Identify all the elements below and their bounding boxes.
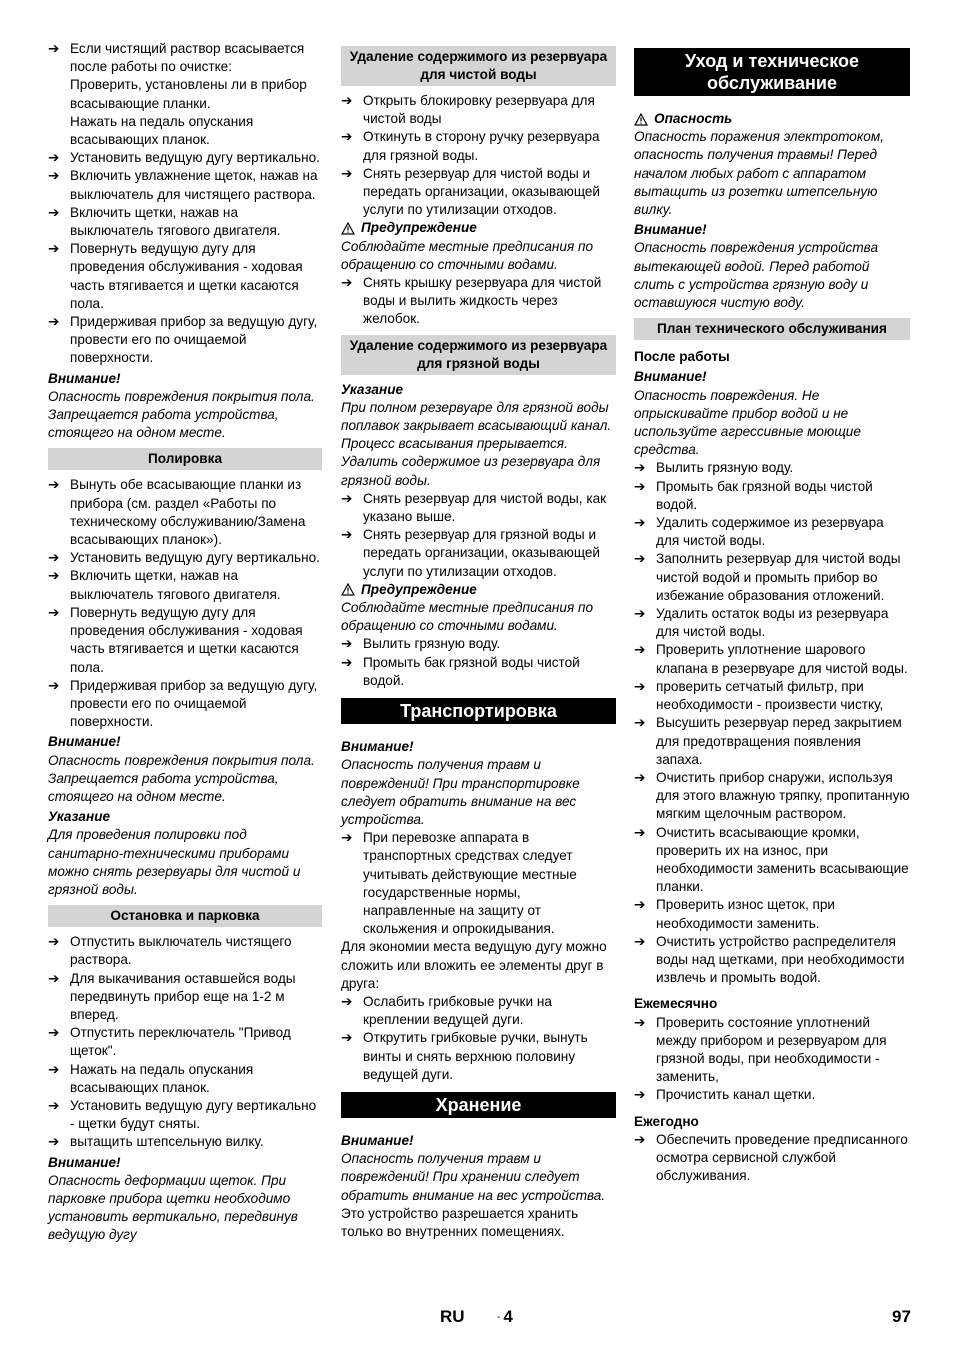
arrow-bullet-icon: ➔	[48, 1097, 60, 1113]
warning-heading	[341, 219, 616, 237]
chapter-heading: Хранение	[341, 1092, 616, 1118]
arrow-bullet-icon: ➔	[48, 1061, 60, 1077]
bullet-text: Снять резервуар для грязной воды и передать организации, оказывающей услуги по утилизации отходов.	[363, 527, 601, 579]
bullet-text: Повернуть ведущую дугу для проведения обслуживания - ходовая часть втягивается и щетки касаются пола.	[70, 241, 303, 311]
bullet-item	[48, 40, 322, 76]
arrow-bullet-icon: ➔	[341, 93, 353, 108]
arrow-bullet-icon: ➔	[634, 460, 646, 476]
bullet-item	[634, 1131, 910, 1186]
warning-label: Предупреждение	[361, 220, 477, 236]
bullet-item	[634, 714, 910, 769]
bullet-text: Откинуть в сторону ручку резервуара для грязной воды.	[363, 129, 600, 163]
italic-note: Опасность поражения электротоком, опасность получения травмы! Перед началом любых работ с аппаратом вытащить из розетки штепсельную вилку.	[634, 129, 884, 218]
italic-note: Опасность деформации щеток. При парковке прибора щетки необходимо установить вертикально, передвинув ведущую дугу	[48, 1172, 298, 1243]
bullet-item	[341, 490, 616, 526]
arrow-bullet-icon: ➔	[48, 1134, 60, 1150]
bullet-item	[48, 313, 322, 368]
arrow-bullet-icon: ➔	[48, 970, 60, 986]
bullet-text: Установить ведущую дугу вертикально - щетки будут сняты.	[70, 1097, 317, 1132]
section-page	[497, 1307, 513, 1327]
arrow-bullet-icon: ➔	[48, 568, 60, 584]
italic-note: Опасность повреждения покрытия пола. Запрещается работа устройства, стоящего на одном месте.	[48, 752, 315, 804]
arrow-bullet-icon: ➔	[341, 993, 353, 1009]
bullet-text: Удалить содержимое из резервуара для чистой воды.	[656, 515, 884, 549]
bullet-text: Проверить уплотнение шарового клапана в резервуаре для чистой воды.	[656, 642, 908, 676]
bullet-text: Нажать на педаль опускания всасывающих планок.	[70, 1061, 254, 1095]
bullet-item	[341, 92, 616, 128]
bullet-item	[48, 970, 322, 1025]
subheading: Ежемесячно	[634, 996, 718, 1012]
arrow-bullet-icon: ➔	[48, 168, 60, 184]
bullet-text: Очистить всасывающие кромки, проверить их на износ, при необходимости заменить всасывающие планки.	[656, 824, 909, 895]
bullet-text: Снять крышку резервуара для чистой воды и вылить жидкость через желобок.	[363, 275, 602, 327]
italic-note: Опасность повреждения покрытия пола. Запрещается работа устройства, стоящего на одном месте.	[48, 388, 315, 441]
note-heading: Внимание!	[341, 1132, 414, 1148]
bullet-text: Открутить грибковые ручки, вынуть винты и снять верхнюю половину ведущей дуги.	[363, 1030, 588, 1082]
arrow-bullet-icon: ➔	[48, 150, 60, 166]
bullet-text: Вылить грязную воду.	[363, 636, 501, 652]
bullet-item	[341, 635, 616, 653]
section-heading: Остановка и парковка	[48, 905, 322, 927]
arrow-bullet-icon: ➔	[341, 490, 353, 506]
bullet-item	[634, 550, 910, 605]
bullet-item	[634, 933, 910, 988]
arrow-bullet-icon: ➔	[634, 515, 646, 531]
bullet-text: Открыть блокировку резервуара для чистой воды	[363, 93, 595, 127]
bullet-text: проверить сетчатый фильтр, при необходимости - произвести чистку,	[656, 678, 884, 713]
bullet-text: Установить ведущую дугу вертикально.	[70, 550, 320, 566]
arrow-bullet-icon: ➔	[341, 654, 353, 670]
arrow-bullet-icon: ➔	[341, 275, 353, 291]
bullet-text: Ослабить грибковые ручки на креплении ведущей дуги.	[363, 993, 552, 1028]
bullet-text: Придерживая прибор за ведущую дугу, провести его по очищаемой поверхности.	[70, 677, 318, 730]
italic-note: Опасность повреждения устройства вытекающей водой. Перед работой слить с устройства грязную воду и оставшуюся чистую воду.	[634, 240, 879, 311]
paragraph: Это устройство разрешается хранить только во внутренних помещениях.	[341, 1205, 579, 1239]
bullet-item	[341, 128, 616, 164]
bullet-item	[48, 549, 322, 567]
bullet-item	[48, 677, 322, 732]
bullet-item	[48, 567, 322, 603]
paragraph: Для экономии места ведущую дугу можно сложить или вложить ее элементы друг в друга:	[341, 939, 607, 991]
arrow-bullet-icon: ➔	[341, 129, 353, 145]
section-heading: План технического обслуживания	[634, 318, 910, 340]
italic-note: Соблюдайте местные предписания по обращению со сточными водами.	[341, 238, 594, 272]
bullet-text: Повернуть ведущую дугу для проведения обслуживания - ходовая часть втягивается и щетки касаются пола.	[70, 604, 303, 675]
arrow-bullet-icon: ➔	[634, 478, 646, 494]
arrow-bullet-icon: ➔	[634, 1014, 646, 1030]
bullet-text: Включить щетки, нажав на выключатель тягового двигателя.	[70, 204, 281, 239]
warning-heading	[341, 581, 616, 599]
bullet-text: вытащить штепсельную вилку.	[70, 1134, 264, 1150]
chapter-heading: Транспортировка	[341, 698, 616, 724]
column-right	[634, 40, 910, 1185]
bullet-item	[341, 829, 616, 938]
bullet-item	[48, 1133, 322, 1151]
arrow-bullet-icon: ➔	[48, 204, 60, 220]
note-heading: Внимание!	[634, 369, 707, 385]
section-page-number: 4	[503, 1307, 513, 1326]
section-heading: Полировка	[48, 448, 322, 470]
bullet-text: Снять резервуар для чистой воды и передать организации, оказывающей услуги по утилизации отходов.	[363, 165, 601, 218]
bullet-item	[341, 1029, 616, 1084]
column-middle	[341, 40, 616, 1241]
bullet-text: Включить увлажнение щеток, нажав на выключатель для чистящего раствора.	[70, 168, 318, 202]
bullet-text: Удалить остаток воды из резервуара для чистой воды.	[656, 606, 889, 640]
note-heading: Внимание!	[48, 734, 121, 750]
arrow-bullet-icon: ➔	[48, 41, 60, 56]
subheading: После работы	[634, 349, 730, 365]
arrow-bullet-icon: ➔	[634, 551, 646, 567]
bullet-text: Отпустить переключатель "Привод щеток".	[70, 1025, 291, 1059]
bullet-item	[634, 678, 910, 714]
bullet-item	[341, 165, 616, 220]
arrow-bullet-icon: ➔	[48, 604, 60, 620]
arrow-bullet-icon: ➔	[634, 606, 646, 622]
bullet-text: Проверить износ щеток, при необходимости заменить.	[656, 897, 836, 931]
section-heading: Удаление содержимого из резервуара для чистой воды	[341, 46, 616, 86]
italic-note: Для проведения полировки под санитарно-техническими приборами можно снять резервуары для чистой и грязной воды.	[48, 827, 301, 897]
bullet-item	[341, 654, 616, 690]
note-heading: Указание	[341, 381, 404, 397]
arrow-bullet-icon: ➔	[634, 715, 646, 731]
note-heading: Внимание!	[48, 1154, 121, 1170]
bullet-text: Очистить прибор снаружи, используя для этого влажную тряпку, пропитанную мягким щелочным раствором.	[656, 769, 910, 822]
indented-text: Нажать на педаль опускания всасывающих планок.	[70, 113, 254, 148]
arrow-bullet-icon: ➔	[48, 314, 60, 330]
bullet-item	[48, 240, 322, 313]
italic-note: Соблюдайте местные предписания по обращению со сточными водами.	[341, 600, 594, 634]
bullet-item	[634, 1086, 910, 1104]
bullet-item	[48, 476, 322, 549]
bullet-item	[634, 478, 910, 514]
arrow-bullet-icon: ➔	[634, 678, 646, 694]
bullet-text: Промыть бак грязной воды чистой водой.	[656, 478, 873, 512]
bullet-item	[634, 824, 910, 897]
bullet-item	[634, 896, 910, 932]
bullet-text: Включить щетки, нажав на выключатель тягового двигателя.	[70, 568, 281, 602]
arrow-bullet-icon: ➔	[341, 527, 353, 543]
note-heading: Внимание!	[48, 370, 121, 386]
arrow-bullet-icon: ➔	[48, 1025, 60, 1041]
bullet-text: Высушить резервуар перед закрытием для предотвращения появления запаха.	[656, 715, 902, 767]
page-number: 97	[892, 1307, 911, 1326]
arrow-bullet-icon: ➔	[634, 769, 646, 785]
warning-label: Предупреждение	[361, 581, 477, 597]
bullet-item	[48, 167, 322, 203]
arrow-bullet-icon: ➔	[48, 241, 60, 257]
bullet-item	[341, 993, 616, 1029]
chapter-heading: Уход и техническое обслуживание	[634, 48, 910, 96]
indented-text: Проверить, установлены ли в прибор всасывающие планки.	[70, 77, 307, 111]
bullet-item	[634, 1014, 910, 1087]
bullet-text: Проверить состояние уплотнений между прибором и резервуаром для грязной воды, при необходимости - заменить,	[656, 1014, 887, 1085]
arrow-bullet-icon: ➔	[341, 165, 353, 181]
bullet-text: Обеспечить проведение предписанного осмотра сервисной службой обслуживания.	[656, 1131, 908, 1184]
arrow-bullet-icon: ➔	[48, 934, 60, 950]
bullet-item	[634, 514, 910, 550]
arrow-bullet-icon: ➔	[634, 824, 646, 840]
arrow-bullet-icon: ➔	[634, 897, 646, 913]
arrow-bullet-icon: ➔	[634, 642, 646, 658]
bullet-item	[634, 459, 910, 477]
bullet-text: Вылить грязную воду.	[656, 460, 794, 476]
arrow-bullet-icon: ➔	[341, 636, 353, 652]
bullet-text: Заполнить резервуар для чистой воды чистой водой и промыть прибор во избежание образования отложений.	[656, 551, 901, 603]
column-left	[48, 40, 322, 1245]
arrow-bullet-icon: ➔	[634, 1087, 646, 1103]
bullet-item	[48, 149, 322, 167]
bullet-item	[48, 933, 322, 969]
bullet-item	[634, 641, 910, 677]
bullet-item	[48, 1097, 322, 1133]
arrow-bullet-icon: ➔	[341, 1030, 353, 1046]
bullet-text: Придерживая прибор за ведущую дугу, провести его по очищаемой поверхности.	[70, 314, 318, 366]
italic-note: Опасность получения травм и повреждений! При хранении следует обратить внимание на вес устройства.	[341, 1151, 606, 1203]
bullet-text: Вынуть обе всасывающие планки из прибора (см. раздел «Работы по техническому обслуживанию/Замена всасывающих планок»).	[70, 477, 306, 548]
arrow-bullet-icon: ➔	[48, 477, 60, 493]
bullet-text: Прочистить канал щетки.	[656, 1087, 816, 1103]
italic-note: Опасность получения травм и повреждений! При транспортировке следует обратить внимание на вес устройства.	[341, 757, 580, 827]
arrow-bullet-icon: ➔	[341, 830, 353, 846]
bullet-item	[634, 769, 910, 824]
section-heading: Удаление содержимого из резервуара для грязной воды	[341, 335, 616, 375]
note-heading: Внимание!	[341, 739, 414, 755]
bullet-item	[48, 604, 322, 677]
warning-heading	[634, 110, 910, 128]
italic-note: При полном резервуаре для грязной воды поплавок закрывает всасывающий канал. Процесс всасывания прерывается. Удалить содержимое из резервуара для грязной воды.	[341, 399, 612, 488]
bullet-text: Если чистящий раствор всасывается после работы по очистке:	[70, 41, 305, 75]
bullet-text: При перевозке аппарата в транспортных средствах следует учитывать действующие местные государственные нормы, направленные на защиту от скольжения и опрокидывания.	[363, 830, 577, 937]
bullet-text: Очистить устройство распределителя воды над щетками, при необходимости извлечь и промыть водой.	[656, 933, 905, 986]
bullet-item	[48, 1061, 322, 1097]
page-dash: -	[497, 1312, 501, 1323]
bullet-text: Отпустить выключатель чистящего раствора.	[70, 934, 292, 968]
arrow-bullet-icon: ➔	[634, 933, 646, 949]
bullet-text: Установить ведущую дугу вертикально.	[70, 150, 320, 166]
warning-triangle-icon	[634, 113, 648, 126]
italic-note: Опасность повреждения. Не опрыскивайте прибор водой и не используйте агрессивные моющие средства.	[634, 387, 861, 458]
note-heading: Указание	[48, 809, 111, 825]
warning-label: Опасность	[654, 111, 733, 126]
arrow-bullet-icon: ➔	[634, 1131, 646, 1147]
subheading: Ежегодно	[634, 1113, 699, 1129]
bullet-item	[341, 274, 616, 329]
warning-triangle-icon	[341, 222, 355, 235]
bullet-item	[341, 526, 616, 581]
bullet-item	[48, 1024, 322, 1060]
bullet-text: Промыть бак грязной воды чистой водой.	[363, 654, 580, 688]
page-footer	[0, 1307, 954, 1331]
bullet-text: Снять резервуар для чистой воды, как указано выше.	[363, 490, 607, 525]
arrow-bullet-icon: ➔	[48, 550, 60, 566]
note-heading: Внимание!	[634, 222, 707, 238]
language-code: RU	[440, 1307, 465, 1326]
bullet-item	[48, 204, 322, 240]
bullet-text: Для выкачивания оставшейся воды передвинуть прибор еще на 1-2 м вперед.	[70, 970, 296, 1022]
bullet-item	[634, 605, 910, 641]
warning-triangle-icon	[341, 583, 355, 596]
arrow-bullet-icon: ➔	[48, 677, 60, 693]
